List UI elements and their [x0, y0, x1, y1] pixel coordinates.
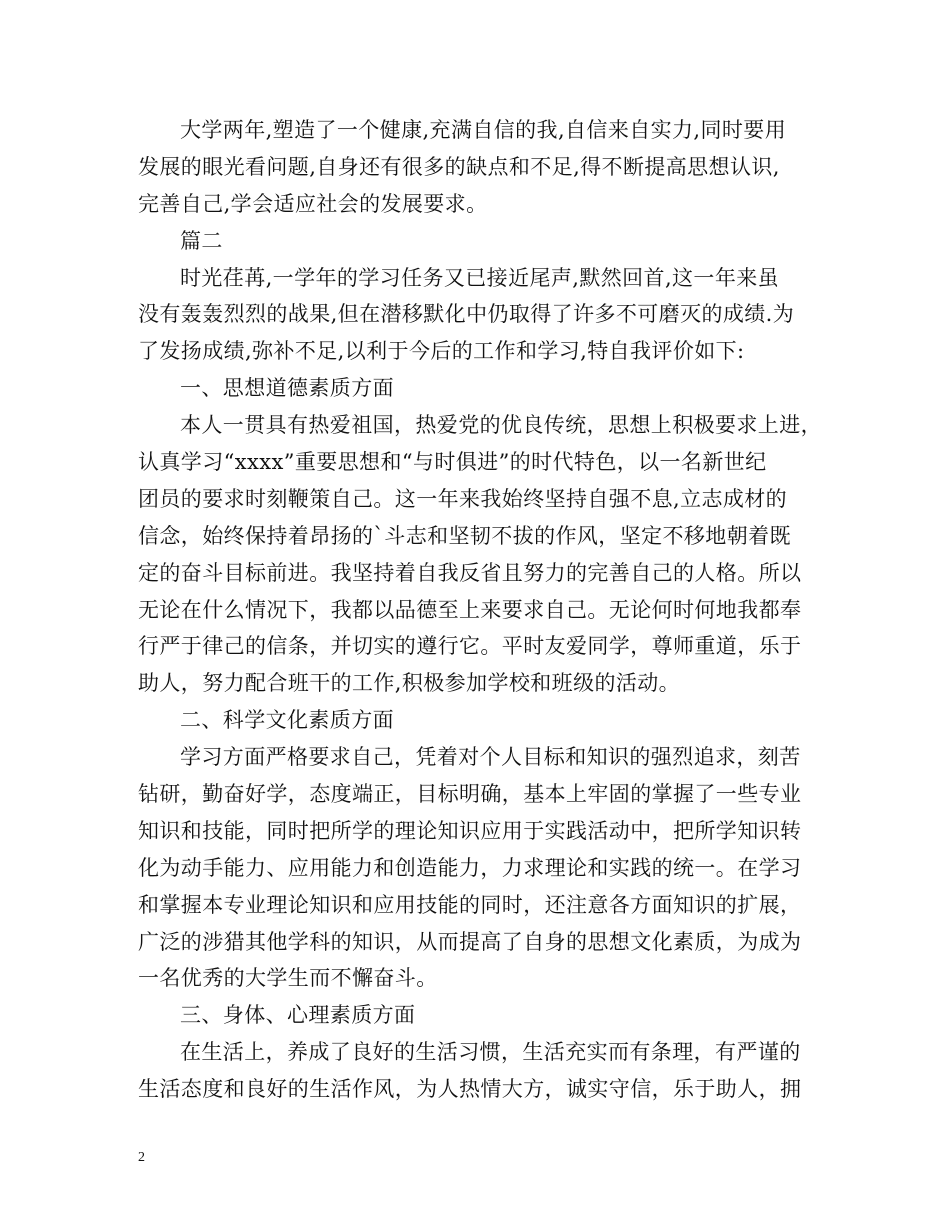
paragraph-line: 完善自己,学会适应社会的发展要求。 [138, 191, 488, 216]
paragraph-line: 在生活上，养成了良好的生活习惯，生活充实而有条理，有严谨的 [180, 1040, 801, 1065]
paragraph-line: 了发扬成绩,弥补不足,以利于今后的工作和学习,特自我评价如下: [138, 339, 745, 364]
paragraph-line: 信念，始终保持着昂扬的`斗志和坚韧不拔的作风，坚定不移地朝着既 [138, 523, 791, 548]
paragraph-line: 本人一贯具有热爱祖国，热爱党的优良传统，思想上积极要求上进， [180, 413, 822, 438]
paragraph-line: 行严于律己的信条，并切实的遵行它。平时友爱同学，尊师重道，乐于 [138, 634, 802, 659]
paragraph-line: 学习方面严格要求自己，凭着对个人目标和知识的强烈追求，刻苦 [180, 745, 801, 770]
section-heading-moral-quality: 一、思想道德素质方面 [180, 376, 394, 401]
paragraph-line: 助人，努力配合班干的工作,积极参加学校和班级的活动。 [138, 671, 681, 696]
paragraph-line: 发展的眼光看问题,自身还有很多的缺点和不足,得不断提高思想认识, [138, 154, 780, 179]
paragraph-line: 大学两年,塑造了一个健康,充满自信的我,自信来自实力,同时要用 [180, 118, 787, 142]
page-number: 2 [138, 1150, 145, 1165]
paragraph-line: 认真学习“xxxx”重要思想和“与时俱进”的时代特色，以一名新世纪 [138, 450, 767, 475]
paragraph-line: 生活态度和良好的生活作风，为人热情大方，诚实守信，乐于助人，拥 [138, 1077, 802, 1102]
paragraph-line: 时光荏苒,一学年的学习任务又已接近尾声,默然回首,这一年来虽 [180, 265, 780, 290]
paragraph-line: 没有轰轰烈烈的战果,但在潜移默化中仍取得了许多不可磨灭的成绩.为 [138, 302, 795, 327]
paragraph-line: 一名优秀的大学生而不懈奋斗。 [138, 966, 438, 991]
paragraph-line: 和掌握本专业理论知识和应用技能的同时，还注意各方面知识的扩展， [138, 892, 802, 917]
paragraph-line: 定的奋斗目标前进。我坚持着自我反省且努力的完善自己的人格。所以 [138, 560, 802, 585]
document-body [138, 112, 822, 1108]
paragraph-line: 知识和技能，同时把所学的理论知识应用于实践活动中，把所学知识转 [138, 818, 802, 843]
section-heading-body-mind: 三、身体、心理素质方面 [180, 1003, 416, 1028]
section-heading-science-culture: 二、科学文化素质方面 [180, 708, 394, 733]
paragraph-line: 广泛的涉猎其他学科的知识，从而提高了自身的思想文化素质，为成为 [138, 929, 802, 954]
paragraph-line: 钻研，勤奋好学，态度端正，目标明确，基本上牢固的掌握了一些专业 [138, 782, 802, 807]
section-heading-part-two: 篇二 [180, 228, 223, 253]
paragraph-line: 团员的要求时刻鞭策自己。这一年来我始终坚持自强不息,立志成材的 [138, 486, 788, 511]
paragraph-line: 化为动手能力、应用能力和创造能力，力求理论和实践的统一。在学习 [138, 855, 802, 880]
paragraph-line: 无论在什么情况下，我都以品德至上来要求自己。无论何时何地我都奉 [138, 597, 802, 622]
